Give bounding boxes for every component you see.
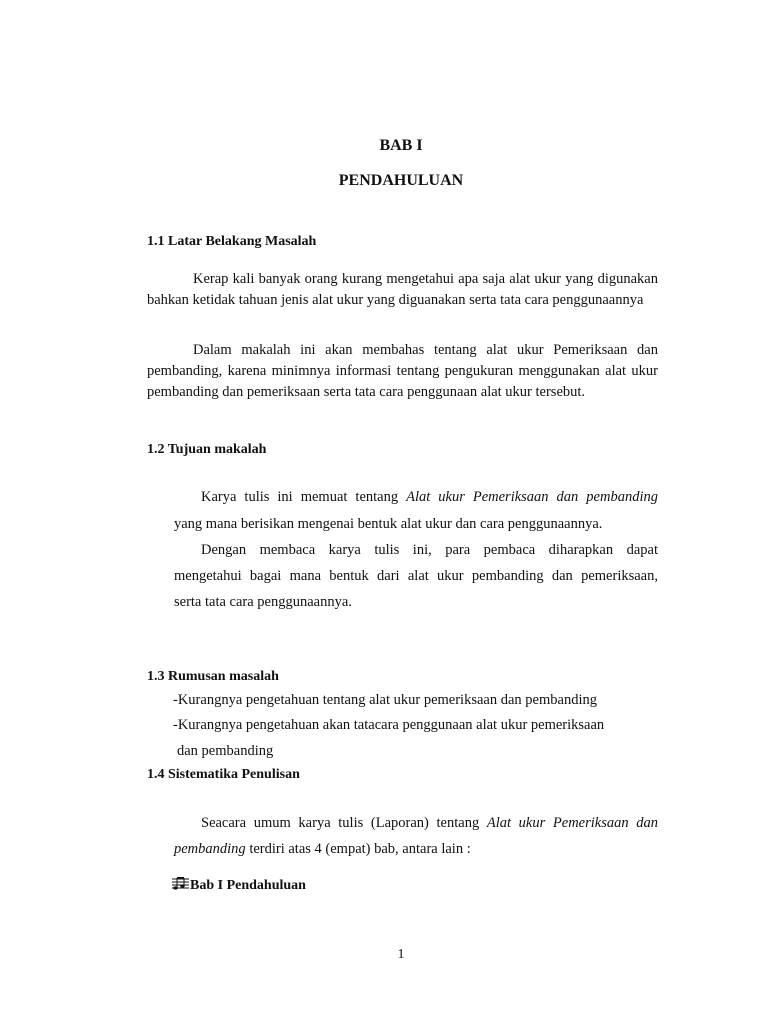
paragraph-text: Kerap kali banyak orang kurang mengetahui apa saja alat ukur yang digunakan bahkan ketidak tahuan jenis alat ukur yang diguanakan serta tata cara penggunaannya: [147, 271, 658, 308]
text-line-1-2-e: serta tata cara penggunaannya.: [174, 594, 352, 610]
list-item-1-3-b-cont: dan pembanding: [177, 743, 274, 759]
line-italic: Alat ukur Pemeriksaan dan pembanding: [406, 489, 658, 505]
music-note-bullet-icon: [172, 877, 189, 889]
page-number: 1: [397, 947, 405, 962]
line-text: terdiri atas 4 (empat) bab, antara lain :: [245, 841, 471, 857]
list-item-1-3-a: -Kurangnya pengetahuan tentang alat ukur pemeriksaan dan pembanding: [173, 692, 597, 708]
section-heading-1-2: 1.2 Tujuan makalah: [147, 442, 267, 457]
line-text: Karya tulis ini memuat tentang: [201, 489, 407, 505]
paragraph-1-1-a: [147, 269, 658, 311]
text-line-1-2-a: [201, 489, 658, 506]
chapter-title: PENDAHULUAN: [338, 172, 464, 189]
text-line-1-2-b: yang mana berisikan mengenai bentuk alat ukur dan cara penggunaannya.: [174, 516, 603, 532]
paragraph-1-1-b: [147, 340, 658, 403]
chapter-number: BAB I: [379, 137, 423, 154]
text-line-1-4-a: [201, 815, 658, 832]
bullet-item-bab-1: [172, 877, 306, 894]
bullet-text: Bab I Pendahuluan: [190, 878, 306, 893]
text-line-1-2-d: mengetahui bagai mana bentuk dari alat ukur pembanding dan pemeriksaan,: [174, 568, 658, 584]
text-line-1-2-c: Dengan membaca karya tulis ini, para pembaca diharapkan dapat: [201, 542, 658, 558]
paragraph-text: Dalam makalah ini akan membahas tentang alat ukur Pemeriksaan dan pembanding, karena minimnya informasi tentang pengukuran menggunakan alat ukur pembanding dan pemeriksaan serta tata cara penggunaan alat ukur tersebut.: [147, 342, 658, 400]
line-text: Seacara umum karya tulis (Laporan) tentang: [201, 815, 487, 831]
line-italic: pembanding: [174, 841, 246, 857]
list-item-1-3-b: -Kurangnya pengetahuan akan tatacara penggunaan alat ukur pemeriksaan: [173, 717, 605, 733]
line-italic: Alat ukur Pemeriksaan dan: [486, 815, 659, 831]
section-heading-1-1: 1.1 Latar Belakang Masalah: [147, 234, 317, 249]
section-heading-1-3: 1.3 Rumusan masalah: [147, 669, 279, 684]
section-heading-1-4: 1.4 Sistematika Penulisan: [147, 767, 300, 782]
text-line-1-4-b: [174, 841, 471, 858]
